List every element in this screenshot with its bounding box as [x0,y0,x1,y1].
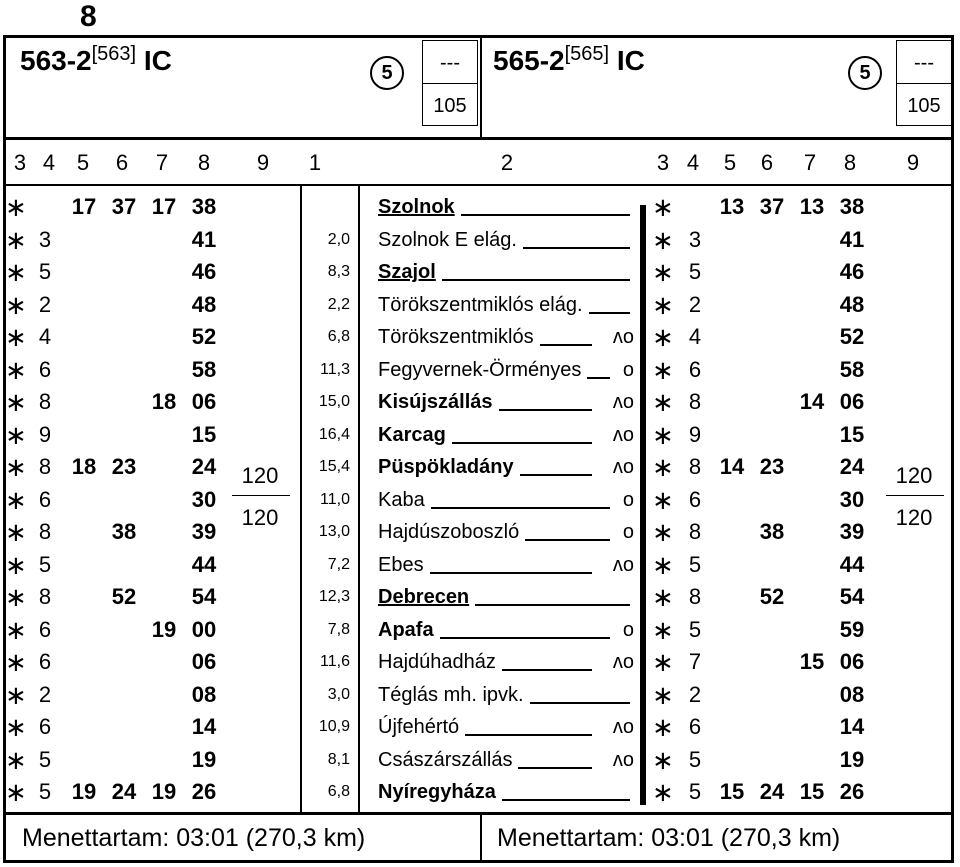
left-col8: 24 [191,454,217,479]
col-header-2: 2 [500,150,514,175]
station-label: Nyíregyháza [378,781,496,803]
left-col8: 41 [191,226,217,252]
right-star: ∗ [652,777,674,807]
left-speed-divider [232,495,290,496]
station-label: Kaba [378,488,425,511]
column-header-rule [3,184,954,186]
station-label: Debrecen [378,586,470,608]
right-col7: 15 [799,649,825,674]
right-col8: 38 [839,194,865,219]
left-col4: 8 [38,519,52,544]
distance-km: 13,0 [318,523,350,540]
left-col4: 9 [38,421,52,447]
left-star: ∗ [5,354,27,385]
right-train-type: IC [616,45,645,76]
left-col4: 5 [38,551,52,577]
left-star: ∗ [5,777,27,807]
left-star: ∗ [5,257,27,287]
right-col7: 15 [799,779,825,804]
right-col8: 41 [839,226,865,252]
right-star: ∗ [652,484,674,515]
left-col8: 48 [191,291,217,317]
station-name [378,452,514,482]
left-train-title [20,45,172,77]
left-col8: 08 [191,681,217,707]
left-col7: 18 [151,389,177,414]
left-col8: 06 [191,649,217,674]
right-col8: 24 [839,454,865,479]
station-leader-line [461,214,630,216]
distance-km: 12,3 [318,588,350,605]
left-train-sup: [563] [91,43,137,65]
right-col4: 5 [688,746,702,772]
station-label: Püspökladány [378,456,514,478]
station-leader-line [502,799,630,801]
left-col6: 24 [111,779,137,804]
right-speed-bottom: 120 [895,505,933,530]
distance-km: 15,0 [318,393,350,410]
col-header-r7: 7 [803,150,817,175]
station-symbol: ᴧo [612,326,634,348]
right-col8: 19 [839,746,865,772]
station-name [378,712,459,742]
distance-km: 8,1 [327,750,350,768]
right-star: ∗ [652,452,674,482]
footer-right-duration: Menettartam: 03:01 (270,3 km) [497,824,841,852]
right-col8: 52 [839,324,865,349]
station-leader-line [440,637,610,639]
station-name [378,192,455,222]
station-label: Karcag [378,423,446,446]
col-header-l8: 8 [197,150,211,175]
left-train-type: IC [143,45,172,76]
distance-km: 11,3 [320,360,350,378]
left-col4: 2 [38,291,52,317]
right-col8: 06 [839,649,865,674]
right-col8: 39 [839,519,865,544]
station-symbol: ᴧo [612,716,634,738]
left-star: ∗ [5,289,27,320]
distance-km: 10,9 [318,718,350,735]
station-leader-line [475,604,630,606]
distance-km: 8,3 [327,263,350,280]
distance-km: 16,4 [318,425,350,443]
station-symbol: ᴧo [612,748,634,771]
right-info-box [896,40,952,126]
left-col4: 8 [38,584,52,609]
left-box-top: --- [423,41,477,84]
left-col8: 30 [191,486,217,512]
left-star: ∗ [5,582,27,612]
right-col4: 2 [688,291,702,317]
left-col8: 06 [191,389,217,414]
col-header-l9: 9 [256,150,270,175]
right-col8: 54 [839,584,865,609]
left-star: ∗ [5,192,27,222]
distance-km: 7,2 [327,555,350,573]
left-col8: 58 [191,356,217,382]
col-header-1: 1 [308,150,322,175]
footer-divider [480,814,482,862]
distance-km: 2,2 [327,295,350,313]
station-symbol: ᴧo [612,553,634,576]
right-col4: 4 [688,324,702,349]
station-leader-line [587,377,610,379]
left-col4: 6 [38,486,52,512]
station-label: Apafa [378,618,434,641]
left-star: ∗ [5,744,27,775]
left-col4: 5 [38,746,52,772]
right-col4: 3 [688,226,702,252]
left-speed-top: 120 [241,463,279,488]
header-divider [480,38,482,138]
station-leader-line [499,409,592,411]
distance-km: 15,4 [318,458,350,475]
station-name [378,550,424,580]
left-col4: 2 [38,681,52,707]
right-col8: 15 [839,421,865,447]
left-col4: 4 [38,324,52,349]
right-star: ∗ [652,744,674,775]
right-train-title [493,45,645,77]
left-col6: 23 [111,454,137,479]
left-box-bottom: 105 [433,95,467,117]
col-header-l4: 4 [42,150,56,175]
station-name [378,257,436,287]
right-col5: 13 [719,194,745,219]
station-symbol: o [622,618,634,641]
right-star: ∗ [652,712,674,742]
station-leader-line [452,442,592,444]
col-header-l5: 5 [76,150,90,175]
left-star: ∗ [5,647,27,677]
right-col8: 14 [839,714,865,739]
right-col7: 13 [799,194,825,219]
right-col8: 08 [839,681,865,707]
distance-km: 3,0 [327,685,350,703]
right-star: ∗ [652,354,674,385]
right-col4: 5 [688,259,702,284]
right-star: ∗ [652,224,674,255]
right-star: ∗ [652,647,674,677]
right-col4: 8 [688,454,702,479]
left-col4: 6 [38,714,52,739]
right-speed-top: 120 [895,463,933,488]
left-col8: 14 [191,714,217,739]
station-label: Törökszentmiklós [378,326,534,348]
right-col6: 52 [759,584,785,609]
left-star: ∗ [5,419,27,450]
station-symbol: o [622,488,634,511]
station-leader-line [502,669,592,671]
station-label: Újfehértó [378,716,460,738]
right-col5: 14 [719,454,745,479]
station-symbol: o [622,521,634,543]
station-symbol: ᴧo [612,391,634,413]
station-leader-line [442,279,630,281]
station-leader-line [589,312,630,314]
station-name [378,745,512,775]
left-star: ∗ [5,679,27,710]
station-leader-line [518,767,592,769]
station-label: Hajdúhadház [378,651,496,673]
left-star: ∗ [5,387,27,417]
station-leader-line [465,734,592,736]
station-name [378,387,493,417]
left-col4: 3 [38,226,52,252]
right-category-circle: 5 [848,56,882,90]
col-header-r9: 9 [906,150,920,175]
left-col5: 17 [71,194,97,219]
left-col5: 18 [71,454,97,479]
station-leader-line [431,507,610,509]
right-star: ∗ [652,289,674,320]
station-name [378,680,524,710]
station-leader-line [430,572,592,574]
right-col4: 6 [688,356,702,382]
station-name [378,615,434,645]
left-speed-bottom: 120 [241,505,279,530]
header-bottom-rule [3,137,954,140]
right-star: ∗ [652,192,674,222]
left-col6: 38 [111,519,137,544]
right-speed-divider [886,495,944,496]
station-symbol: ᴧo [612,456,634,478]
left-col4: 8 [38,454,52,479]
station-label: Császárszállás [378,748,513,771]
right-col6: 24 [759,779,785,804]
right-col8: 26 [839,779,865,804]
footer-left-duration: Menettartam: 03:01 (270,3 km) [22,824,366,852]
station-leader-line [530,702,630,704]
right-col4: 5 [688,779,702,804]
station-name [378,777,496,807]
page-number: 8 [80,0,97,33]
right-train-sup: [565] [564,43,610,65]
station-label: Törökszentmiklós elág. [378,293,583,316]
station-label: Fegyvernek-Örményes [378,358,582,381]
left-col6: 37 [111,194,137,219]
left-col4: 6 [38,616,52,642]
col-separator-station [358,186,360,812]
left-col7: 19 [151,616,177,642]
station-name [378,582,469,612]
left-star: ∗ [5,549,27,580]
station-symbol: ᴧo [612,423,634,446]
direction-bar [640,205,646,805]
right-col8: 30 [839,486,865,512]
station-leader-line [540,344,592,346]
right-star: ∗ [652,679,674,710]
station-name [378,517,519,547]
right-box-bottom: 105 [907,95,941,117]
left-col6: 52 [111,584,137,609]
right-col8: 58 [839,356,865,382]
right-col4: 2 [688,681,702,707]
right-col7: 14 [799,389,825,414]
right-col4: 8 [688,389,702,414]
right-col8: 46 [839,259,865,284]
left-col4: 6 [38,649,52,674]
left-info-box [422,40,478,126]
col-header-l7: 7 [155,150,169,175]
station-leader-line [520,474,592,476]
left-col8: 00 [191,616,217,642]
left-col8: 44 [191,551,217,577]
left-col4: 5 [38,259,52,284]
col-header-r5: 5 [723,150,737,175]
station-name [378,290,583,320]
left-star: ∗ [5,322,27,352]
station-leader-line [525,539,610,541]
right-col6: 38 [759,519,785,544]
right-star: ∗ [652,419,674,450]
station-symbol: ᴧo [612,651,634,673]
station-leader-line [523,247,630,249]
station-label: Szolnok [378,196,455,218]
left-col8: 52 [191,324,217,349]
left-col8: 38 [191,194,217,219]
right-star: ∗ [652,582,674,612]
distance-km: 11,6 [320,653,350,670]
right-star: ∗ [652,387,674,417]
left-star: ∗ [5,517,27,547]
station-name [378,355,581,385]
station-name [378,420,446,450]
left-col8: 15 [191,421,217,447]
distance-km: 2,0 [327,230,350,248]
left-category-circle: 5 [370,56,404,90]
left-col4: 6 [38,356,52,382]
right-col8: 48 [839,291,865,317]
left-col4: 8 [38,389,52,414]
col-header-r3: 3 [656,150,670,175]
right-star: ∗ [652,257,674,287]
right-star: ∗ [652,517,674,547]
col-header-r6: 6 [760,150,774,175]
footer-rule [3,812,954,815]
right-col8: 59 [839,616,865,642]
distance-km: 6,8 [327,328,350,345]
right-star: ∗ [652,322,674,352]
station-name [378,322,534,352]
right-col6: 23 [759,454,785,479]
left-col5: 19 [71,779,97,804]
col-header-l3: 3 [13,150,27,175]
right-col4: 7 [688,649,702,674]
distance-km: 6,8 [327,783,350,800]
station-label: Ebes [378,553,424,576]
right-col5: 15 [719,779,745,804]
station-label: Szolnok E elág. [378,228,517,251]
left-col7: 19 [151,779,177,804]
left-star: ∗ [5,614,27,645]
distance-km: 11,0 [320,490,350,508]
left-col8: 46 [191,259,217,284]
left-col8: 54 [191,584,217,609]
right-box-top: --- [897,41,951,84]
left-col8: 26 [191,779,217,804]
station-name [378,647,496,677]
right-col6: 37 [759,194,785,219]
right-train-number: 565-2 [493,45,565,76]
right-col4: 5 [688,551,702,577]
right-col4: 6 [688,486,702,512]
right-col8: 44 [839,551,865,577]
left-col7: 17 [151,194,177,219]
left-train-number: 563-2 [20,45,92,76]
station-label: Kisújszállás [378,391,493,413]
left-col4: 5 [38,779,52,804]
right-col4: 5 [688,616,702,642]
station-name [378,485,425,515]
left-star: ∗ [5,712,27,742]
col-header-l6: 6 [115,150,129,175]
station-label: Hajdúszoboszló [378,521,520,543]
right-col4: 8 [688,584,702,609]
station-label: Téglás mh. ipvk. [378,683,524,706]
left-star: ∗ [5,224,27,255]
left-star: ∗ [5,484,27,515]
left-col8: 19 [191,746,217,772]
station-label: Szajol [378,261,436,283]
right-col8: 06 [839,389,865,414]
left-col8: 39 [191,519,217,544]
right-col4: 9 [688,421,702,447]
right-star: ∗ [652,614,674,645]
col-header-r4: 4 [686,150,700,175]
station-name [378,225,517,255]
col-header-r8: 8 [843,150,857,175]
right-col4: 6 [688,714,702,739]
right-star: ∗ [652,549,674,580]
right-col4: 8 [688,519,702,544]
station-symbol: o [622,358,634,381]
left-star: ∗ [5,452,27,482]
distance-km: 7,8 [327,620,350,638]
